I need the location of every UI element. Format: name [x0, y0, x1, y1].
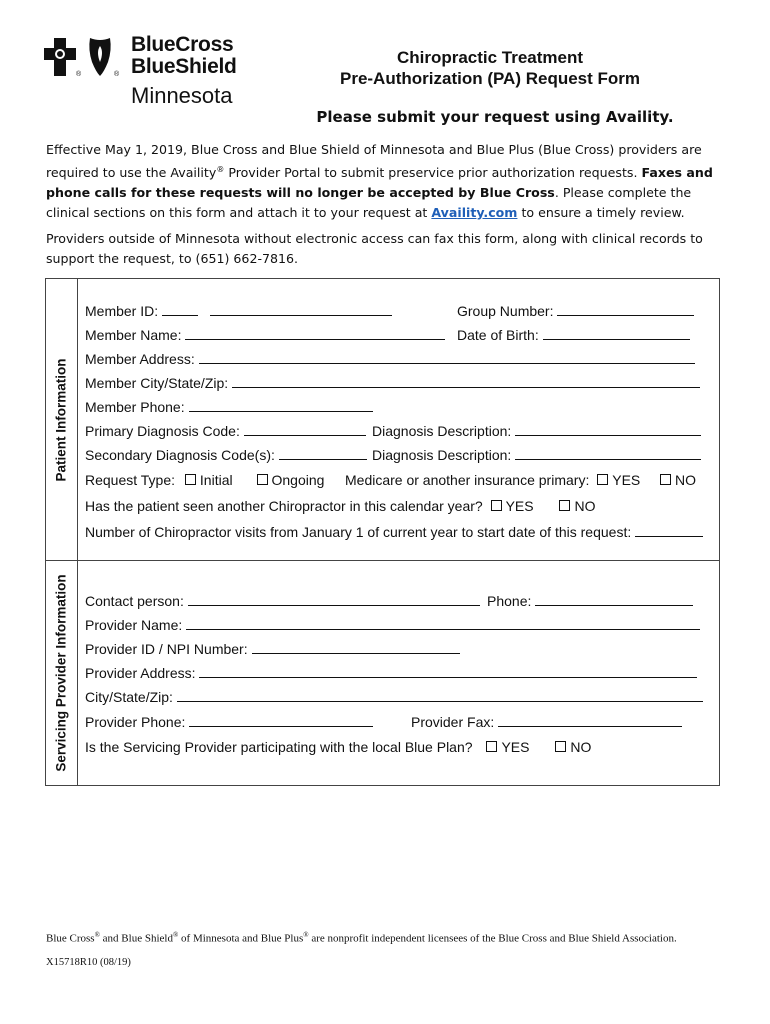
dx-desc-row: Diagnosis Description: [372, 422, 701, 440]
svg-text:®: ® [114, 71, 120, 78]
secondary-dx-row: Secondary Diagnosis Code(s): [85, 446, 367, 464]
form-code: X15718R10 (08/19) [46, 957, 131, 968]
dob-row: Date of Birth: [457, 326, 690, 344]
contact-row: Contact person: [85, 592, 480, 610]
footer-disclaimer: Blue Cross® and Blue Shield® of Minnesota and Blue Plus® are nonprofit independent licensees of the Blue Cross and Blue Shield Association. [46, 931, 677, 945]
dx-desc2-field[interactable] [515, 446, 701, 460]
primary-dx-code-field[interactable] [244, 422, 366, 436]
form-title-line2: Pre-Authorization (PA) Request Form [339, 69, 641, 88]
visits-field[interactable] [635, 523, 703, 537]
provider-address-row: Provider Address: [85, 664, 697, 682]
patient-section-sidebar [45, 278, 78, 561]
member-phone-field[interactable] [189, 398, 373, 412]
patient-information-section [45, 278, 720, 561]
member-id-field-a[interactable] [162, 302, 198, 316]
provider-contact-phone-row: Phone: [487, 592, 693, 610]
seen-other-yes-checkbox[interactable] [491, 500, 502, 511]
member-address-field[interactable] [199, 350, 695, 364]
group-number-field[interactable] [557, 302, 694, 316]
svg-text:®: ® [76, 71, 82, 78]
seen-other-no-checkbox[interactable] [559, 500, 570, 511]
medicare-no-row: NO [660, 471, 696, 489]
visits-row: Number of Chiropractor visits from January 1 of current year to start date of this request: [85, 523, 703, 541]
secondary-dx-code-field[interactable] [279, 446, 367, 460]
availity-link[interactable]: Availity.com [431, 205, 518, 221]
patient-section-label: Patient Information [53, 357, 69, 482]
dx-desc2-row: Diagnosis Description: [372, 446, 701, 464]
intro-paragraph-2: Providers outside of Minnesota without electronic access can fax this form, along with clinical records to support the request, to (651) 662-7816. [46, 231, 703, 266]
request-type-row: Request Type: Initial Ongoing [85, 472, 325, 488]
provider-name-row: Provider Name: [85, 616, 700, 634]
brand-name-line1: BlueCross [131, 33, 234, 56]
form-title-line1: Chiropractic Treatment [396, 48, 584, 67]
intro-paragraph-1: Effective May 1, 2019, Blue Cross and Blue Shield of Minnesota and Blue Plus (Blue Cross) providers are required to use the Availity® Provider Portal to submit preservice prior authorization requests. Faxes and phone calls for these requests will no longer be accepted by Blue Cross. Please complete the clinical sections on this form and attach it to your request at Availity.com to ensure a timely review. [46, 142, 713, 221]
dx-desc-field[interactable] [515, 422, 701, 436]
member-address-row: Member Address: [85, 350, 695, 368]
provider-phone-row: Provider Phone: [85, 713, 373, 731]
medicare-no-checkbox[interactable] [660, 474, 671, 485]
provider-city-field[interactable] [177, 688, 703, 702]
npi-row: Provider ID / NPI Number: [85, 640, 460, 658]
member-name-field[interactable] [185, 326, 445, 340]
brand-region: Minnesota [131, 83, 233, 108]
medicare-yes-checkbox[interactable] [597, 474, 608, 485]
participating-no-checkbox[interactable] [555, 741, 566, 752]
contact-phone-field[interactable] [535, 592, 693, 606]
contact-field[interactable] [188, 592, 480, 606]
member-phone-row: Member Phone: [85, 398, 373, 416]
provider-section-label: Servicing Provider Information [53, 574, 69, 772]
member-name-row: Member Name: [85, 326, 445, 344]
member-city-field[interactable] [232, 374, 700, 388]
medicare-row: Medicare or another insurance primary: YES [345, 472, 641, 488]
member-city-row: Member City/State/Zip: [85, 374, 700, 392]
participating-yes-checkbox[interactable] [486, 741, 497, 752]
provider-name-field[interactable] [186, 616, 700, 630]
provider-phone-field[interactable] [189, 713, 373, 727]
ongoing-checkbox[interactable] [257, 474, 268, 485]
submit-note: Please submit your request using Availity. [316, 108, 674, 126]
provider-city-row: City/State/Zip: [85, 688, 703, 706]
npi-field[interactable] [252, 640, 460, 654]
member-id-field-b[interactable] [210, 302, 392, 316]
dob-field[interactable] [543, 326, 690, 340]
brand-name-line2: BlueShield [131, 55, 237, 78]
provider-fax-field[interactable] [498, 713, 682, 727]
bluecross-blueshield-logo [44, 36, 124, 80]
seen-other-row: Has the patient seen another Chiropractor in this calendar year? YES NO [85, 498, 596, 514]
provider-address-field[interactable] [199, 664, 697, 678]
participating-row: Is the Servicing Provider participating with the local Blue Plan? YES NO [85, 739, 592, 755]
provider-section-sidebar [45, 560, 78, 786]
member-id-row: Member ID: [85, 302, 392, 320]
provider-fax-row: Provider Fax: [411, 713, 682, 731]
primary-dx-row: Primary Diagnosis Code: [85, 422, 366, 440]
initial-checkbox[interactable] [185, 474, 196, 485]
group-number-row: Group Number: [457, 302, 694, 320]
